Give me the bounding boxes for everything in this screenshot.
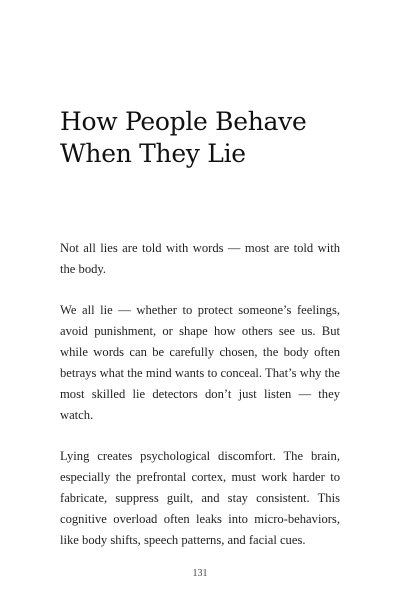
chapter-title-line-1: How People Behave	[60, 107, 307, 136]
body-text	[60, 238, 340, 571]
paragraph-intro: Not all lies are told with words — most are told with the body.	[60, 241, 340, 276]
chapter-title	[60, 106, 360, 170]
paragraph-3: Lying creates psychological discomfort. The brain, especially the prefrontal cortex, must work harder to fabricate, suppress guilt, and stay consistent. This cognitive overload often leaks into micro-behaviors, like body shifts, speech patterns, and facial cues.	[60, 449, 340, 547]
paragraph-2: We all lie — whether to protect someone’s feelings, avoid punishment, or shape how others see us. But while words can be carefully chosen, the body often betrays what the mind wants to conceal. That’s why the most skilled lie detectors don’t just listen — they watch.	[60, 303, 340, 422]
page-number: 131	[192, 568, 208, 579]
chapter-title-line-2: When They Lie	[60, 139, 246, 168]
